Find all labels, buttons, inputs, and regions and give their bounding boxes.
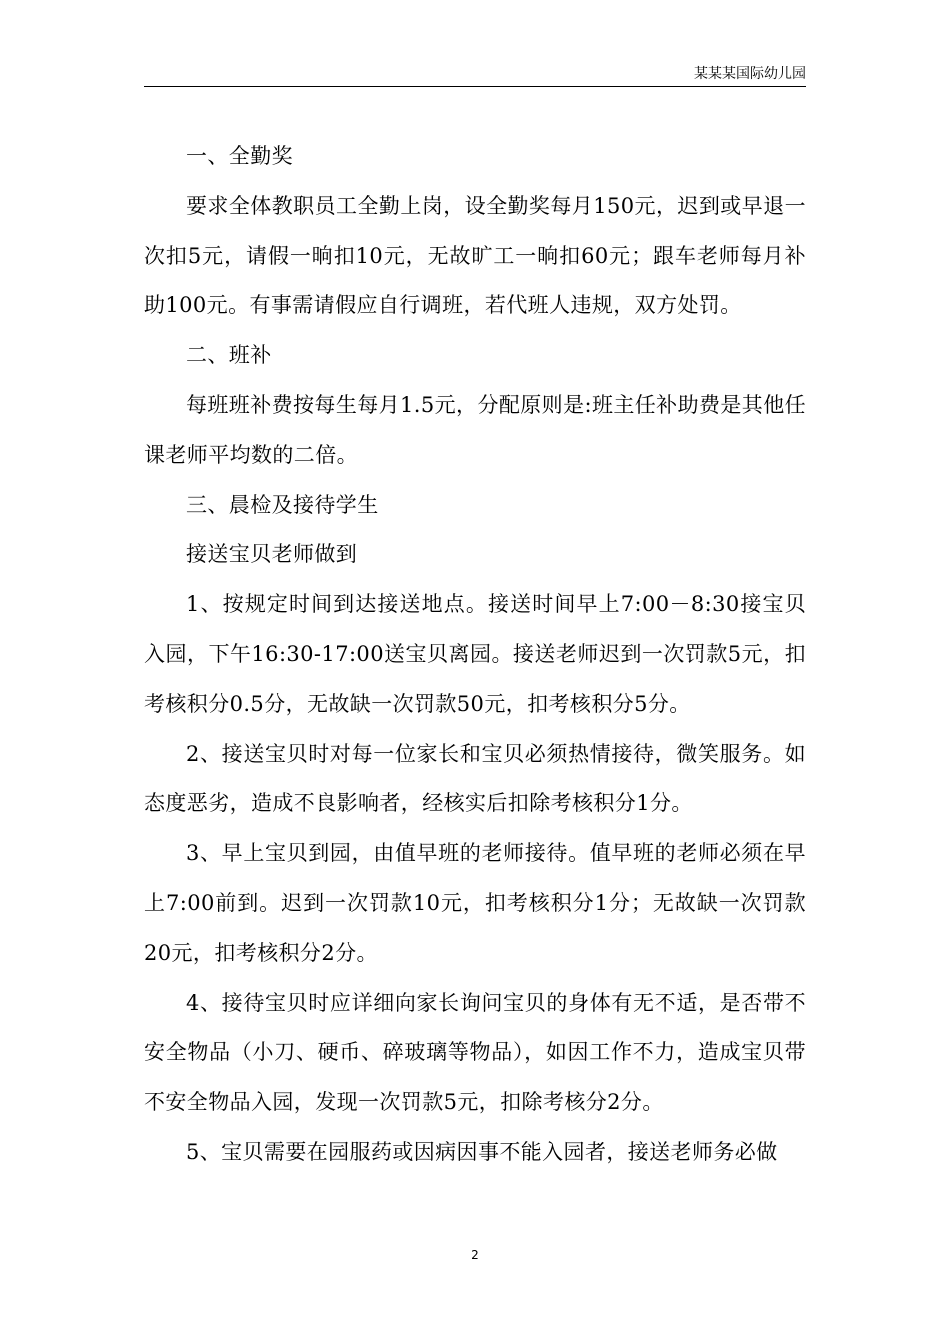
paragraph-rule-2: 2、接送宝贝时对每一位家长和宝贝必须热情接待，微笑服务。如态度恶劣，造成不良影响者，经核实后扣除考核积分1分。 bbox=[144, 741, 806, 816]
page-number: 2 bbox=[471, 1248, 479, 1262]
paragraph-rule-5: 5、宝贝需要在园服药或因病因事不能入园者，接送老师务必做 bbox=[186, 1139, 778, 1164]
paragraph-rule-1: 1、按规定时间到达接送地点。接送时间早上7:00－8:30接宝贝入园，下午16:30-17:00送宝贝离园。接送老师迟到一次罚款5元，扣考核积分0.5分，无故缺一次罚款50元，扣考核积分5分。 bbox=[144, 592, 806, 716]
paragraph-rule-3: 3、早上宝贝到园，由值早班的老师接待。值早班的老师必须在早上7:00前到。迟到一次罚款10元，扣考核积分1分；无故缺一次罚款20元，扣考核积分2分。 bbox=[144, 841, 806, 965]
section-heading-class-subsidy: 二、班补 bbox=[186, 343, 272, 368]
paragraph-class-subsidy: 每班班补费按每生每月1.5元，分配原则是:班主任补助费是其他任课老师平均数的二倍。 bbox=[144, 392, 806, 467]
paragraph-attendance-rules: 要求全体教职员工全勤上岗，设全勤奖每月150元，迟到或早退一次扣5元，请假一晌扣10元，无故旷工一晌扣60元；跟车老师每月补助100元。有事需请假应自行调班，若代班人违规，双方处罚。 bbox=[144, 193, 806, 318]
header-title: 某某某国际幼儿园 bbox=[694, 66, 806, 82]
section-heading-attendance: 一、全勤奖 bbox=[186, 144, 293, 168]
paragraph-intro-teachers: 接送宝贝老师做到 bbox=[186, 542, 358, 567]
document-body bbox=[144, 132, 806, 1178]
section-heading-morning-check: 三、晨检及接待学生 bbox=[186, 492, 379, 517]
header-divider bbox=[144, 86, 806, 87]
paragraph-rule-4: 4、接待宝贝时应详细向家长询问宝贝的身体有无不适，是否带不安全物品（小刀、硬币、碎玻璃等物品），如因工作不力，造成宝贝带不安全物品入园，发现一次罚款5元，扣除考核分2分。 bbox=[144, 990, 806, 1115]
